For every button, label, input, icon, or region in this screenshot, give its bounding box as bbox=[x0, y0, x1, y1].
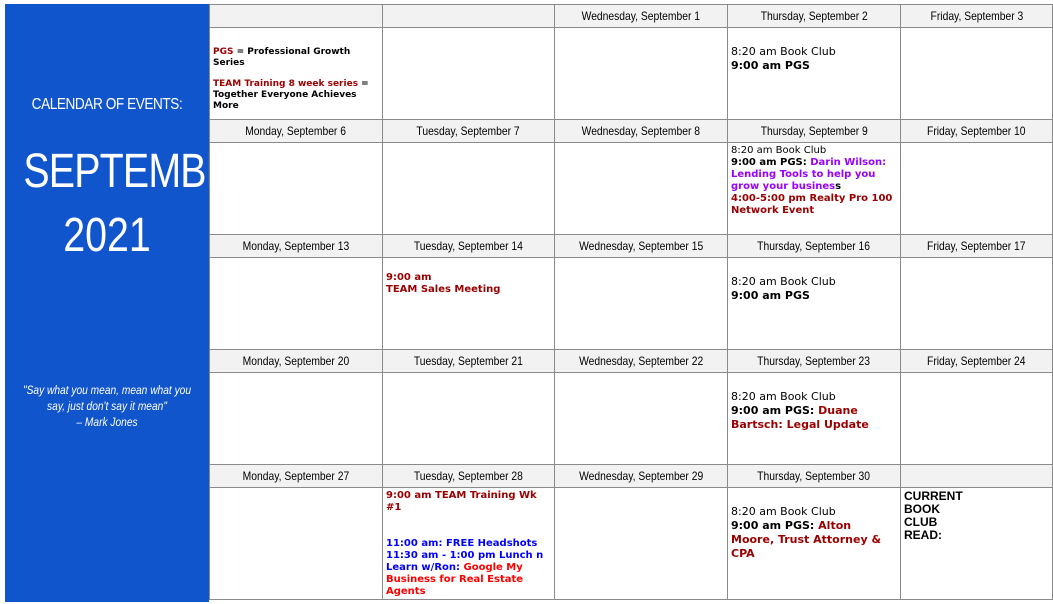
day-header: Monday, September 27 bbox=[210, 465, 383, 488]
day-header: Friday, September 17 bbox=[901, 235, 1053, 258]
book-read-line-1: CURRENT bbox=[904, 489, 963, 503]
legend-cell bbox=[210, 28, 383, 120]
day-header: Monday, September 20 bbox=[210, 350, 383, 373]
header-row bbox=[210, 465, 1053, 488]
day-header: Wednesday, September 29 bbox=[555, 465, 728, 488]
day-cell bbox=[901, 373, 1053, 465]
calendar-grid bbox=[209, 4, 1053, 600]
day-cell bbox=[728, 258, 901, 350]
event-sales-meeting: TEAM Sales Meeting bbox=[386, 284, 501, 295]
day-header: Thursday, September 9 bbox=[728, 120, 901, 143]
week-row bbox=[210, 488, 1053, 600]
quote bbox=[20, 382, 193, 430]
book-club-cell bbox=[901, 488, 1053, 600]
event-book-club: 8:20 am Book Club bbox=[731, 505, 836, 518]
day-header: Wednesday, September 15 bbox=[555, 235, 728, 258]
event-team-training: 9:00 am TEAM Training Wk #1 bbox=[386, 490, 537, 513]
header-row bbox=[210, 235, 1053, 258]
event-book-club: 8:20 am Book Club bbox=[731, 390, 836, 403]
day-cell bbox=[555, 373, 728, 465]
day-header: Thursday, September 30 bbox=[728, 465, 901, 488]
calendar-label: CALENDAR OF EVENTS: bbox=[31, 96, 183, 113]
day-header: Friday, September 3 bbox=[901, 5, 1053, 28]
event-book-club: 8:20 am Book Club bbox=[731, 145, 827, 156]
day-header: Thursday, September 23 bbox=[728, 350, 901, 373]
legend-pgs: PGS = Professional Growth Series bbox=[213, 47, 351, 68]
day-header: Friday, September 10 bbox=[901, 120, 1053, 143]
legend-team: TEAM Training 8 week series = bbox=[213, 79, 369, 89]
week-row bbox=[210, 143, 1053, 235]
event-pgs: 9:00 am PGS bbox=[731, 59, 810, 72]
day-cell bbox=[210, 143, 383, 235]
week-row bbox=[210, 258, 1053, 350]
header-row bbox=[210, 350, 1053, 373]
day-header: Tuesday, September 21 bbox=[383, 350, 555, 373]
week-row bbox=[210, 28, 1053, 120]
event-pgs: 9:00 am PGS bbox=[731, 289, 810, 302]
event-book-club: 8:20 am Book Club bbox=[731, 275, 836, 288]
day-cell bbox=[383, 28, 555, 120]
day-header: Tuesday, September 7 bbox=[383, 120, 555, 143]
day-cell bbox=[901, 143, 1053, 235]
event-book-club: 8:20 am Book Club bbox=[731, 45, 836, 58]
event-pgs: 9:00 am PGS: Alton Moore, Trust Attorney & CPA bbox=[731, 519, 882, 560]
day-header: Tuesday, September 14 bbox=[383, 235, 555, 258]
day-header: Friday, September 24 bbox=[901, 350, 1053, 373]
day-cell bbox=[901, 258, 1053, 350]
day-cell bbox=[555, 28, 728, 120]
day-cell bbox=[728, 28, 901, 120]
quote-line-1: "Say what you mean, mean what you bbox=[22, 383, 192, 397]
day-cell bbox=[728, 143, 901, 235]
quote-author: – Mark Jones bbox=[76, 415, 138, 429]
day-cell bbox=[555, 143, 728, 235]
day-header: Monday, September 13 bbox=[210, 235, 383, 258]
day-cell bbox=[728, 488, 901, 600]
day-cell bbox=[210, 488, 383, 600]
book-read-line-3: CLUB bbox=[904, 515, 938, 529]
day-cell bbox=[383, 373, 555, 465]
event-headshots: 11:00 am: FREE Headshots bbox=[386, 538, 538, 549]
day-header: Tuesday, September 28 bbox=[383, 465, 555, 488]
day-header bbox=[383, 5, 555, 28]
day-header: Wednesday, September 22 bbox=[555, 350, 728, 373]
legend-team-meaning: Together Everyone Achieves More bbox=[213, 90, 357, 111]
day-header: Thursday, September 2 bbox=[728, 5, 901, 28]
day-header bbox=[901, 465, 1053, 488]
year-title: 2021 bbox=[63, 209, 151, 262]
day-cell bbox=[901, 28, 1053, 120]
day-header: Monday, September 6 bbox=[210, 120, 383, 143]
event-network: 4:00-5:00 pm Realty Pro 100 Network Event bbox=[731, 193, 893, 216]
month-title: SEPTEMBER bbox=[23, 145, 259, 198]
day-cell bbox=[555, 488, 728, 600]
book-read-line-4: READ: bbox=[904, 528, 942, 542]
week-row bbox=[210, 373, 1053, 465]
event-lunch-learn: 11:30 am - 1:00 pm Lunch n Learn w/Ron: Google My Business for Real Estate Agents bbox=[386, 550, 544, 597]
event-pgs: 9:00 am PGS: Darin Wilson: Lending Tools to help you grow your business bbox=[731, 157, 887, 192]
book-read-line-2: BOOK bbox=[904, 502, 940, 516]
day-header: Thursday, September 16 bbox=[728, 235, 901, 258]
day-cell bbox=[383, 258, 555, 350]
day-header bbox=[210, 5, 383, 28]
event-time: 9:00 am bbox=[386, 272, 432, 283]
day-cell bbox=[383, 488, 555, 600]
day-cell bbox=[383, 143, 555, 235]
quote-line-2: say, just don't say it mean" bbox=[47, 399, 167, 413]
day-cell bbox=[555, 258, 728, 350]
calendar-sidebar bbox=[5, 4, 259, 602]
day-cell bbox=[728, 373, 901, 465]
day-header: Wednesday, September 1 bbox=[555, 5, 728, 28]
event-pgs: 9:00 am PGS: Duane Bartsch: Legal Update bbox=[731, 404, 869, 431]
day-cell bbox=[210, 373, 383, 465]
header-row bbox=[210, 5, 1053, 28]
day-cell bbox=[210, 258, 383, 350]
day-header: Wednesday, September 8 bbox=[555, 120, 728, 143]
header-row bbox=[210, 120, 1053, 143]
